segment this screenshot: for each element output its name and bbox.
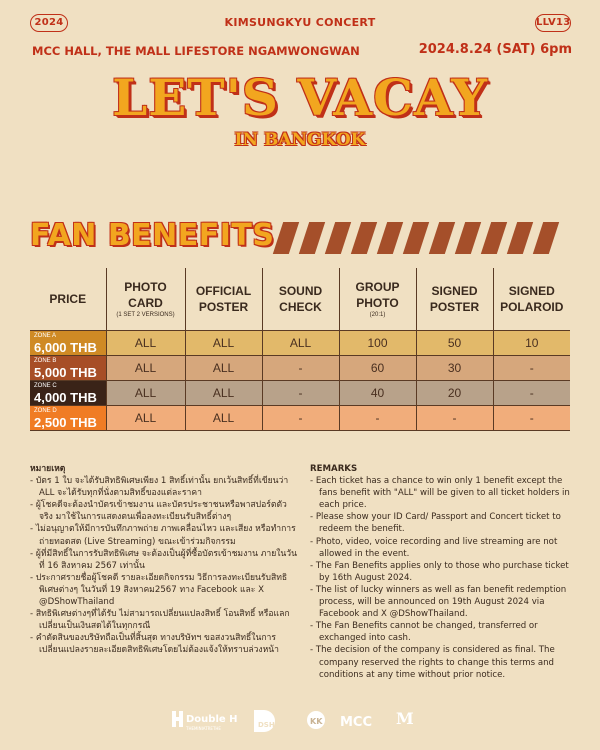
notes-english (310, 463, 576, 681)
double-h-sub: THEMINIATRETHE (186, 726, 221, 731)
cell-signed-polaroid: - (493, 405, 570, 430)
note-item: - The Fan Benefits applies only to those who purchase ticket by 16th August 2024. (310, 560, 569, 583)
photo-card-note: (1 SET 2 VERSIONS) (116, 311, 175, 318)
note-item: - ประกาศรายชื่อผู้โชคดี รายละเอียดกิจกรรม วิธีการลงทะเบียนรับสิทธิพิเศษต่างๆ ในวันที่ 19 สิงหาคม2567 ทาง Facebook และ X @DShowThailand (30, 572, 288, 608)
note-item: - ผู้ที่มีสิทธิ์ในการรับสิทธิพิเศษ จะต้องเป็นผู้ที่ซื้อบัตรเข้าชมงาน ภายในวันที่ 16 สิงหาคม 2567 เท่านั้น (30, 548, 298, 571)
note-item: - Photo, video, voice recording and live streaming are not allowed in the event. (310, 536, 558, 559)
cell-photo-card: ALL (106, 405, 185, 430)
notes-thai-heading: หมายเหตุ (30, 464, 66, 474)
cell-photo-card: ALL (106, 355, 185, 380)
cell-sound-check: - (262, 355, 339, 380)
note-item: - บัตร 1 ใบ จะได้รับสิทธิพิเศษเพียง 1 สิทธิ์เท่านั้น ยกเว้นสิทธิ์ที่เขียนว่า ALL จะได้รับทุกที่นั่งตามสิทธิ์ของแต่ละราคา (30, 476, 289, 499)
cell-official-poster: ALL (185, 380, 262, 405)
sponsor-logos (0, 706, 600, 736)
poster-subtitle: IN BANGKOK (234, 130, 366, 150)
zone-cell: ZONE A 6,000 THB (30, 330, 106, 355)
cell-group-photo: 100 (339, 330, 416, 355)
zone-cell: ZONE D 2,500 THB (30, 405, 106, 430)
double-h-text: Double H (186, 714, 238, 725)
header-photo-card: PHOTO CARD (1 SET 2 VERSIONS) (106, 268, 185, 330)
note-item: - ผู้โชคดีจะต้องนำบัตรเข้าชมงาน และบัตรประชาชนหรือพาสปอร์ตตัวจริง มาใช้ในการแสดงตนเพื่อลงทะเบียนรับสิทธิ์ต่างๆ (30, 500, 287, 523)
cell-official-poster: ALL (185, 405, 262, 430)
header-sound-check: SOUND CHECK (262, 268, 339, 330)
note-item: - คำตัดสินของบริษัทถือเป็นที่สิ้นสุด ทางบริษัทฯ ขอสงวนสิทธิ์ในการเปลี่ยนแปลงรายละเอียดสิทธิพิเศษโดยไม่ต้องแจ้งให้ทราบล่วงหน้า (30, 633, 279, 656)
table-header-row (30, 268, 570, 330)
cell-photo-card: ALL (106, 330, 185, 355)
zone-cell: ZONE C 4,000 THB (30, 380, 106, 405)
cell-sound-check: - (262, 380, 339, 405)
notes-thai (30, 463, 298, 657)
decorative-stripes (272, 222, 572, 254)
venue: MCC HALL, THE MALL LIFESTORE NGAMWONGWAN (32, 44, 360, 58)
note-item: - The decision of the company is considered as final. The company reserved the rights to change this terms and conditions at any time without prior notice. (310, 645, 555, 680)
concert-name: KIMSUNGKYU CONCERT (224, 16, 376, 29)
cell-signed-polaroid: 10 (493, 330, 570, 355)
header-official-poster: OFFICIAL POSTER (185, 268, 262, 330)
note-item: - The list of lucky winners as well as fan benefit redemption process, will be announced on 19th August 2024 via Facebook and X @DShowThailand. (310, 584, 567, 620)
poster-title: LET'S VACAY (112, 68, 488, 127)
note-item: - ไม่อนุญาตให้มีการบันทึกภาพถ่าย ภาพเคลื่อนไหว และเสียง หรือทำการถ่ายทอดสด (Live Streaming) ขณะเข้าร่วมกิจกรรม (30, 524, 296, 547)
note-item: - The Fan Benefits cannot be changed, transferred or exchanged into cash. (310, 621, 538, 644)
note-item: - สิทธิพิเศษต่างๆที่ได้รับ ไม่สามารถเปลี่ยนแปลงสิทธิ์ โอนสิทธิ์ หรือแลกเปลี่ยนเป็นเงินสดได้ในทุกกรณี (30, 609, 290, 632)
note-item: - Each ticket has a chance to win only 1 benefit except the fans benefit with "ALL" will be given to all ticket holders in each price. (310, 476, 570, 511)
m-logo (394, 706, 416, 736)
cell-signed-poster: 20 (416, 380, 493, 405)
double-h-logo (170, 706, 240, 736)
cell-official-poster: ALL (185, 355, 262, 380)
cell-photo-card: ALL (106, 380, 185, 405)
year-pill: 2024 (30, 14, 68, 32)
tour-pill: LLV13 (535, 14, 571, 32)
dshow-logo (250, 706, 294, 736)
benefits-table (30, 268, 570, 431)
table-row (30, 405, 570, 430)
header-signed-poster: SIGNED POSTER (416, 268, 493, 330)
mcc-logo (338, 706, 382, 736)
cell-signed-poster: - (416, 405, 493, 430)
cell-signed-poster: 30 (416, 355, 493, 380)
cell-signed-polaroid: - (493, 355, 570, 380)
header-price: PRICE (30, 268, 106, 330)
kk-logo (306, 706, 326, 736)
header-group-photo: GROUP PHOTO (20:1) (339, 268, 416, 330)
header-signed-polaroid: SIGNED POLAROID (493, 268, 570, 330)
cell-signed-polaroid: - (493, 380, 570, 405)
table-row (30, 355, 570, 380)
note-item: - Please show your ID Card/ Passport and Concert ticket to redeem the benefit. (310, 512, 561, 535)
group-photo-note: (20:1) (369, 311, 386, 318)
cell-group-photo: 60 (339, 355, 416, 380)
dshow-text: DSHOW (258, 721, 289, 729)
cell-signed-poster: 50 (416, 330, 493, 355)
cell-sound-check: - (262, 405, 339, 430)
cell-sound-check: ALL (262, 330, 339, 355)
cell-official-poster: ALL (185, 330, 262, 355)
kk-text: KK (310, 717, 323, 726)
m-text: M (396, 709, 414, 728)
cell-group-photo: 40 (339, 380, 416, 405)
event-date: 2024.8.24 (SAT) 6pm (418, 42, 572, 57)
table-row (30, 330, 570, 355)
mcc-text: MCC (340, 715, 373, 730)
fan-benefits-title: FAN BENEFITS (30, 218, 275, 253)
cell-group-photo: - (339, 405, 416, 430)
notes-english-heading: REMARKS (310, 464, 358, 474)
table-row (30, 380, 570, 405)
zone-cell: ZONE B 5,000 THB (30, 355, 106, 380)
